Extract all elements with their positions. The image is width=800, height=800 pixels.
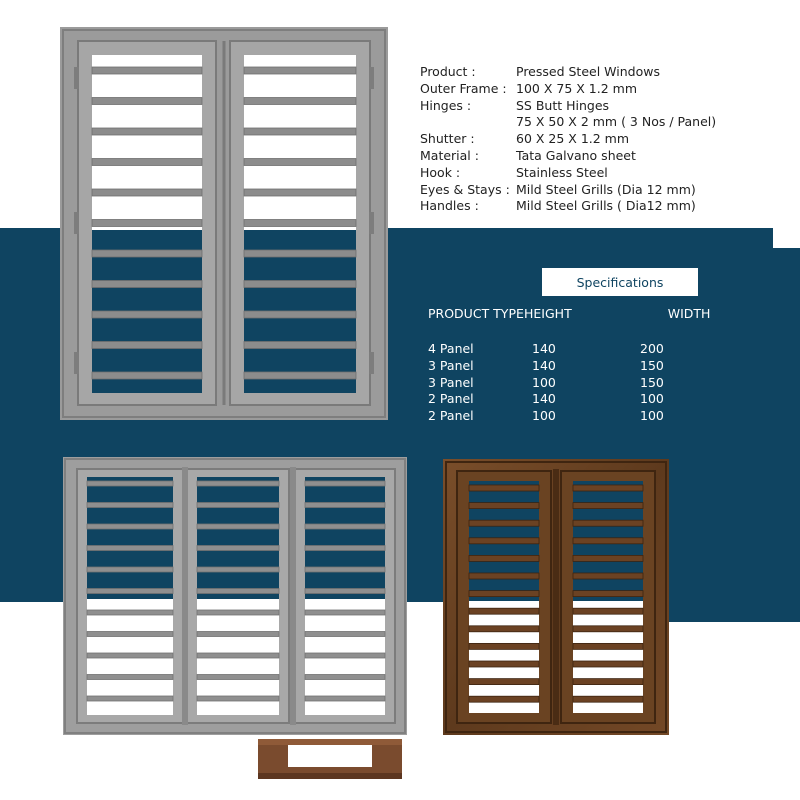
specifications-table [428, 306, 758, 425]
spec-value: 75 X 50 X 2 mm ( 3 Nos / Panel) [516, 114, 717, 130]
louvre-bar [92, 67, 202, 74]
louvre-bar [87, 696, 173, 701]
table-row [428, 375, 758, 392]
spec-value: Mild Steel Grills (Dia 12 mm) [516, 181, 696, 197]
steel-window-2-panel-image [60, 27, 388, 420]
spec-row [420, 131, 716, 148]
louvre-bar [197, 653, 279, 658]
louvre-bar [573, 555, 643, 561]
cell-product-type: 3 Panel [428, 374, 474, 390]
louvre-bar [469, 626, 539, 632]
louvre-bar [469, 555, 539, 561]
louvre-bar [305, 589, 385, 594]
louvre-bar [87, 589, 173, 594]
louvre-bar [87, 653, 173, 658]
louvre-bar [573, 643, 643, 649]
spec-row [420, 148, 716, 165]
cell-height: 140 [532, 391, 556, 407]
spec-label: Hinges : [420, 97, 472, 113]
louvre-bar [573, 485, 643, 491]
louvre-bar [197, 503, 279, 508]
louvre-bar [92, 159, 202, 166]
spec-row [420, 165, 716, 182]
louvre-bar [573, 608, 643, 614]
table-row [428, 341, 758, 358]
louvre-bar [305, 567, 385, 572]
spec-row [420, 198, 716, 215]
louvre-bar [92, 189, 202, 196]
louvre-bar [244, 67, 356, 74]
louvre-bar [87, 675, 173, 680]
louvre-bar [469, 591, 539, 597]
louvre-bar [573, 538, 643, 544]
louvre-bar [305, 632, 385, 637]
louvre-bar [469, 661, 539, 667]
cell-width: 150 [640, 357, 664, 373]
cell-product-type: 2 Panel [428, 391, 474, 407]
louvre-bar [197, 589, 279, 594]
cell-product-type: 2 Panel [428, 408, 474, 424]
louvre-bar [244, 98, 356, 105]
louvre-bar [197, 696, 279, 701]
louvre-bar [87, 632, 173, 637]
specifications-title: Specifications [542, 268, 698, 296]
table-row [428, 358, 758, 375]
spec-label: Hook : [420, 164, 461, 180]
louvre-bar [87, 610, 173, 615]
louvre-bar [87, 524, 173, 529]
louvre-bar [244, 342, 356, 349]
column-header-width: WIDTH [667, 306, 711, 321]
spec-value: Stainless Steel [516, 164, 608, 180]
table-header [428, 306, 758, 321]
louvre-bar [573, 591, 643, 597]
louvre-bar [573, 626, 643, 632]
table-row [428, 408, 758, 425]
spec-row [420, 98, 716, 115]
louvre-bar [469, 679, 539, 685]
louvre-bar [92, 128, 202, 135]
spec-row [420, 81, 716, 98]
louvre-bar [573, 696, 643, 702]
louvre-bar [469, 485, 539, 491]
spec-label: Outer Frame : [420, 80, 507, 96]
louvre-bar [244, 159, 356, 166]
cell-width: 150 [640, 374, 664, 390]
louvre-bar [197, 610, 279, 615]
spec-value: Mild Steel Grills ( Dia12 mm) [516, 198, 696, 214]
louvre-bar [305, 481, 385, 486]
spec-label: Eyes & Stays : [420, 181, 510, 197]
louvre-bar [244, 281, 356, 288]
louvre-bar [469, 538, 539, 544]
spec-value: 100 X 75 X 1.2 mm [516, 80, 637, 96]
spec-label [420, 114, 516, 131]
louvre-bar [197, 546, 279, 551]
spec-row [420, 182, 716, 199]
louvre-bar [92, 372, 202, 379]
louvre-bar [305, 503, 385, 508]
louvre-bar [469, 643, 539, 649]
louvre-bar [573, 661, 643, 667]
louvre-bar [87, 481, 173, 486]
spec-label: Product : [420, 64, 476, 79]
spec-value: Pressed Steel Windows [516, 64, 660, 79]
louvre-bar [305, 546, 385, 551]
louvre-bar [244, 372, 356, 379]
table-row [428, 391, 758, 408]
louvre-bar [92, 250, 202, 257]
louvre-bar [469, 520, 539, 526]
louvre-bar [92, 311, 202, 318]
louvre-bar [87, 503, 173, 508]
cell-product-type: 3 Panel [428, 357, 474, 373]
spec-label: Material : [420, 147, 479, 163]
louvre-bar [197, 481, 279, 486]
louvre-bar [197, 675, 279, 680]
wooden-window-2-panel-image [443, 459, 669, 735]
cell-height: 140 [532, 357, 556, 373]
louvre-bar [469, 573, 539, 579]
spec-label: Handles : [420, 198, 479, 214]
louvre-bar [305, 610, 385, 615]
louvre-bar [305, 653, 385, 658]
louvre-bar [244, 220, 356, 227]
louvre-bar [573, 520, 643, 526]
louvre-bar [305, 524, 385, 529]
spec-value: SS Butt Hinges [516, 97, 610, 113]
cell-height: 100 [532, 374, 556, 390]
spec-value: Tata Galvano sheet [516, 147, 636, 163]
spec-value: 60 X 25 X 1.2 mm [516, 131, 630, 147]
louvre-bar [469, 608, 539, 614]
louvre-bar [469, 503, 539, 509]
wooden-frame-section-image [258, 739, 402, 779]
louvre-bar [573, 503, 643, 509]
louvre-bar [92, 342, 202, 349]
background-band-step [660, 600, 800, 622]
steel-window-3-panel-image [63, 457, 407, 735]
louvre-bar [197, 567, 279, 572]
louvre-bar [573, 679, 643, 685]
cell-width: 200 [640, 341, 664, 356]
cell-product-type: 4 Panel [428, 341, 474, 356]
product-specs-list [420, 64, 716, 215]
louvre-bar [87, 546, 173, 551]
spec-label: Shutter : [420, 131, 475, 147]
louvre-bar [92, 281, 202, 288]
louvre-bar [305, 675, 385, 680]
louvre-bar [469, 696, 539, 702]
louvre-bar [244, 311, 356, 318]
louvre-bar [244, 128, 356, 135]
cell-width: 100 [640, 391, 664, 407]
column-header-product-type: PRODUCT TYPE [428, 306, 524, 321]
louvre-bar [92, 220, 202, 227]
louvre-bar [92, 98, 202, 105]
cell-width: 100 [640, 408, 664, 424]
spec-row [420, 64, 716, 81]
louvre-bar [573, 573, 643, 579]
louvre-bar [197, 524, 279, 529]
column-header-height: HEIGHT [524, 306, 572, 321]
cell-height: 100 [532, 408, 556, 424]
louvre-bar [87, 567, 173, 572]
background-band-notch [773, 248, 800, 622]
louvre-bar [244, 250, 356, 257]
louvre-bar [244, 189, 356, 196]
louvre-bar [305, 696, 385, 701]
cell-height: 140 [532, 341, 556, 356]
louvre-bar [197, 632, 279, 637]
spec-row [420, 114, 716, 131]
